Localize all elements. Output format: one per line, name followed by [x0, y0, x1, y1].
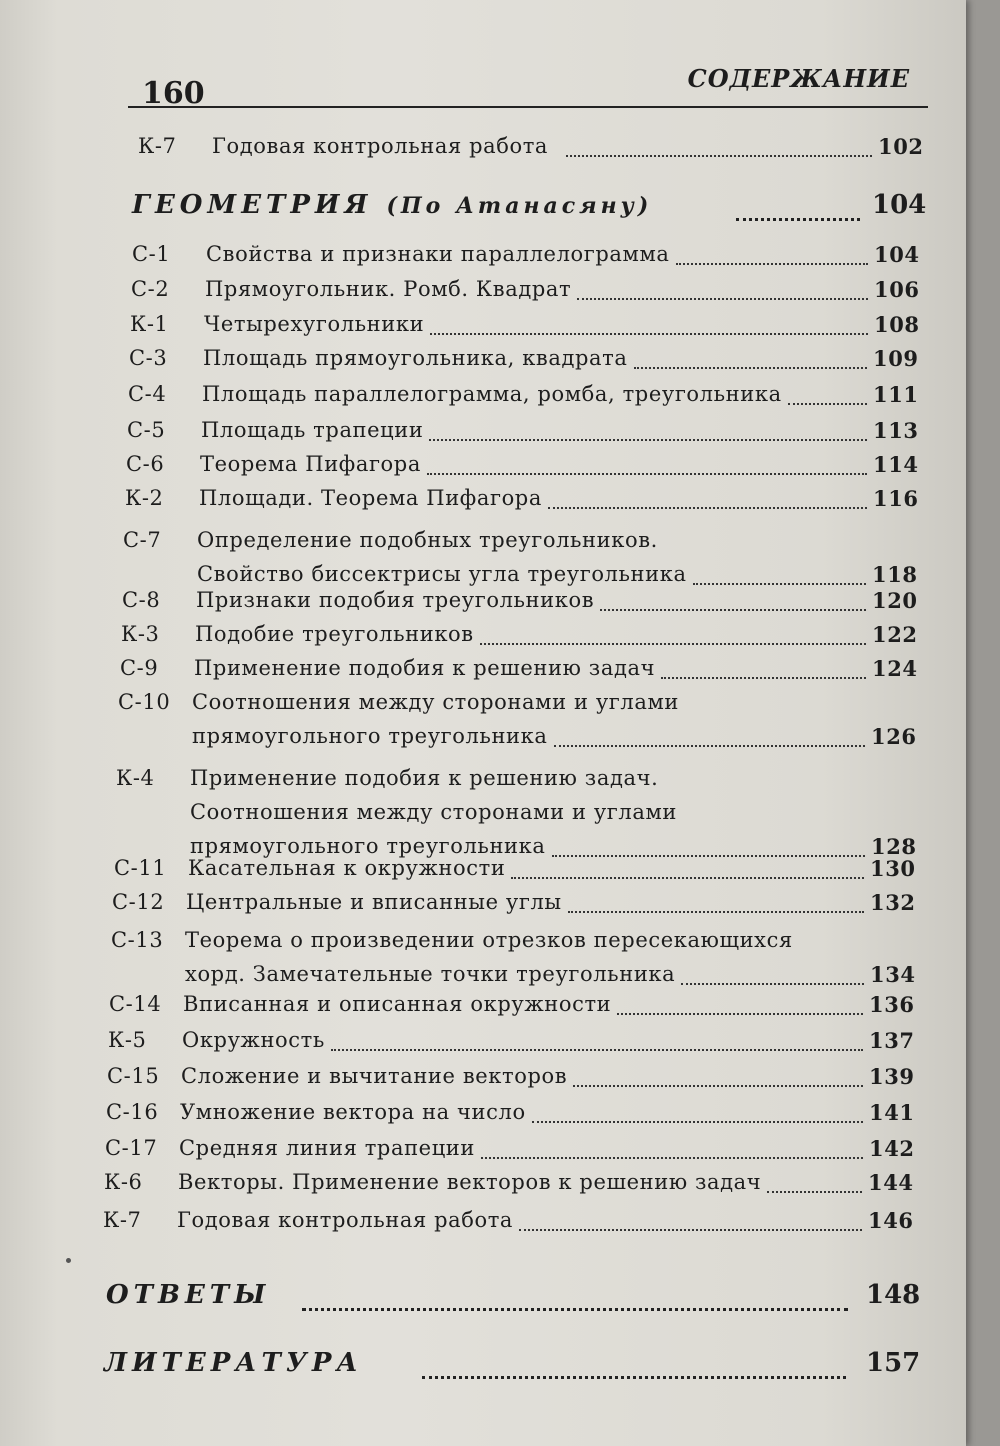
entry-code: С-17: [105, 1136, 158, 1160]
entry-code: С-6: [126, 452, 165, 476]
entry-code: С-14: [109, 992, 162, 1016]
entry-page: 108: [874, 312, 920, 337]
dot-leader: [568, 911, 864, 913]
entry-page: 120: [872, 588, 918, 613]
dot-leader: [511, 877, 864, 879]
entry-title: Применение подобия к решению задач.: [190, 766, 659, 790]
entry-title: Теорема Пифагора: [200, 452, 421, 476]
entry-code: С-3: [129, 346, 168, 370]
section-page: 157: [866, 1348, 921, 1378]
toc-entry: [0, 242, 966, 272]
toc-entry: [0, 890, 966, 920]
dot-leader: [676, 263, 868, 265]
toc-entry: [0, 1100, 966, 1130]
dot-leader: [519, 1229, 862, 1231]
entry-code: С-10: [118, 690, 171, 714]
entry-page: 104: [874, 242, 920, 267]
toc-entry-continuation: [0, 800, 966, 830]
toc-entry-top-k7: [0, 134, 966, 164]
entry-code: С-8: [122, 588, 161, 612]
section-literature: [104, 1348, 921, 1388]
entry-title: Теорема о произведении отрезков пересекающихся: [185, 928, 793, 952]
dot-leader: [634, 367, 867, 369]
dot-leader: [577, 298, 868, 300]
entry-title: Соотношения между сторонами и углами: [192, 690, 679, 714]
entry-title: Средняя линия трапеции: [179, 1136, 475, 1160]
entry-code: С-11: [114, 856, 167, 880]
toc-entry: [0, 588, 966, 618]
toc-entry-continuation: [0, 928, 966, 958]
toc-entry: [0, 656, 966, 686]
entry-title: Годовая контрольная работа: [212, 134, 549, 158]
entry-code: К-5: [108, 1028, 147, 1052]
section-title: ГЕОМЕТРИЯ: [132, 190, 373, 220]
entry-code: К-7: [103, 1208, 142, 1232]
entry-title: Подобие треугольников: [195, 622, 474, 646]
entry-code: С-5: [127, 418, 166, 442]
toc-entry: [0, 962, 966, 992]
entry-title: Четырехугольники: [204, 312, 425, 336]
dot-leader: [548, 507, 867, 509]
entry-code: С-15: [107, 1064, 160, 1088]
toc-entry: [0, 622, 966, 652]
section-answers: [106, 1280, 921, 1320]
entry-title: прямоугольного треугольника: [192, 724, 548, 748]
dot-leader: [331, 1049, 863, 1051]
toc-entry: [0, 346, 966, 376]
entry-title: Свойства и признаки параллелограмма: [206, 242, 670, 266]
dot-leader: [422, 1376, 846, 1379]
entry-title: Применение подобия к решению задач: [194, 656, 656, 680]
toc-entry: [0, 486, 966, 516]
print-speck: [66, 1258, 71, 1263]
page-header: [128, 58, 928, 111]
entry-page: 132: [870, 890, 916, 915]
entry-title: Сложение и вычитание векторов: [181, 1064, 568, 1088]
toc-entry: [0, 382, 966, 412]
toc-entry-continuation: [0, 528, 966, 558]
entry-title: прямоугольного треугольника: [190, 834, 546, 858]
dot-leader: [661, 677, 866, 679]
entry-code: К-6: [104, 1170, 143, 1194]
toc-entry: [0, 277, 966, 307]
entry-title: Признаки подобия треугольников: [196, 588, 595, 612]
dot-leader: [430, 333, 868, 335]
entry-page: 144: [868, 1170, 914, 1195]
dot-leader: [767, 1191, 862, 1193]
dot-leader: [736, 218, 860, 221]
running-head: СОДЕРЖАНИЕ: [687, 64, 910, 93]
entry-code: С-2: [131, 277, 170, 301]
toc-entry: [0, 1064, 966, 1094]
entry-page: 142: [869, 1136, 915, 1161]
entry-title: Площади. Теорема Пифагора: [199, 486, 542, 510]
toc-entry: [0, 1208, 966, 1238]
dot-leader: [573, 1085, 863, 1087]
entry-code: К-2: [125, 486, 164, 510]
dot-leader: [429, 439, 867, 441]
entry-page: 134: [870, 962, 916, 987]
entry-title: Окружность: [182, 1028, 325, 1052]
entry-title: Прямоугольник. Ромб. Квадрат: [205, 277, 572, 301]
entry-title: Годовая контрольная работа: [177, 1208, 514, 1232]
entry-page: 128: [871, 834, 917, 859]
entry-title: Центральные и вписанные углы: [186, 890, 562, 914]
entry-page: 141: [869, 1100, 915, 1125]
header-rule: [128, 106, 928, 108]
toc-entry: [0, 1136, 966, 1166]
toc-entry: [0, 1028, 966, 1058]
page-number: 160: [142, 76, 205, 111]
toc-entry: [0, 724, 966, 754]
entry-page: 146: [868, 1208, 914, 1233]
entry-code: С-9: [120, 656, 159, 680]
entry-page: 111: [873, 382, 919, 407]
entry-title: Умножение вектора на число: [180, 1100, 526, 1124]
entry-code: К-1: [130, 312, 169, 336]
entry-code: С-4: [128, 382, 167, 406]
entry-page: 126: [871, 724, 917, 749]
toc-entry-continuation: [0, 690, 966, 720]
entry-title: Определение подобных треугольников.: [197, 528, 658, 552]
section-title: ЛИТЕРАТУРА: [104, 1348, 363, 1378]
entry-code: К-7: [138, 134, 177, 158]
section-geometry: [132, 190, 927, 230]
entry-title: хорд. Замечательные точки треугольника: [185, 962, 676, 986]
toc-entry: [0, 1170, 966, 1200]
entry-page: 114: [873, 452, 919, 477]
dot-leader: [693, 583, 866, 585]
toc-entry-continuation: [0, 766, 966, 796]
entry-page: 106: [874, 277, 920, 302]
entry-title: Площадь параллелограмма, ромба, треугольника: [202, 382, 782, 406]
dot-leader: [600, 609, 866, 611]
dot-leader: [481, 1157, 863, 1159]
dot-leader: [554, 745, 865, 747]
entry-code: К-4: [116, 766, 155, 790]
entry-title: Касательная к окружности: [188, 856, 506, 880]
entry-page: 113: [873, 418, 919, 443]
toc-entry: [0, 452, 966, 482]
entry-title: Свойство биссектрисы угла треугольника: [197, 562, 687, 586]
entry-title: Вписанная и описанная окружности: [183, 992, 612, 1016]
entry-page: 109: [873, 346, 919, 371]
entry-title: Площадь прямоугольника, квадрата: [203, 346, 628, 370]
entry-code: С-13: [111, 928, 164, 952]
entry-code: С-1: [132, 242, 171, 266]
dot-leader: [532, 1121, 863, 1123]
section-title: ОТВЕТЫ: [106, 1280, 271, 1310]
entry-title: Соотношения между сторонами и углами: [190, 800, 677, 824]
entry-page: 139: [869, 1064, 915, 1089]
toc-entry: [0, 312, 966, 342]
dot-leader: [566, 155, 872, 157]
dot-leader: [681, 983, 864, 985]
entry-code: К-3: [121, 622, 160, 646]
entry-title: Площадь трапеции: [201, 418, 424, 442]
entry-page: 102: [878, 134, 924, 159]
dot-leader: [480, 643, 866, 645]
dot-leader: [427, 473, 867, 475]
toc-entry: [0, 856, 966, 886]
dot-leader: [302, 1308, 848, 1311]
entry-page: 118: [872, 562, 918, 587]
entry-page: 116: [873, 486, 919, 511]
toc-entry: [0, 992, 966, 1022]
entry-code: С-7: [123, 528, 162, 552]
entry-page: 137: [869, 1028, 915, 1053]
section-page: 148: [866, 1280, 921, 1310]
section-page: 104: [872, 190, 927, 220]
entry-page: 122: [872, 622, 918, 647]
entry-code: С-12: [112, 890, 165, 914]
entry-page: 124: [872, 656, 918, 681]
dot-leader: [617, 1013, 863, 1015]
entry-page: 130: [870, 856, 916, 881]
section-subtitle: (По Атанасяну): [386, 193, 653, 219]
dot-leader: [788, 403, 867, 405]
entry-code: С-16: [106, 1100, 159, 1124]
entry-title: Векторы. Применение векторов к решению задач: [178, 1170, 762, 1194]
entry-page: 136: [869, 992, 915, 1017]
toc-entry: [0, 418, 966, 448]
